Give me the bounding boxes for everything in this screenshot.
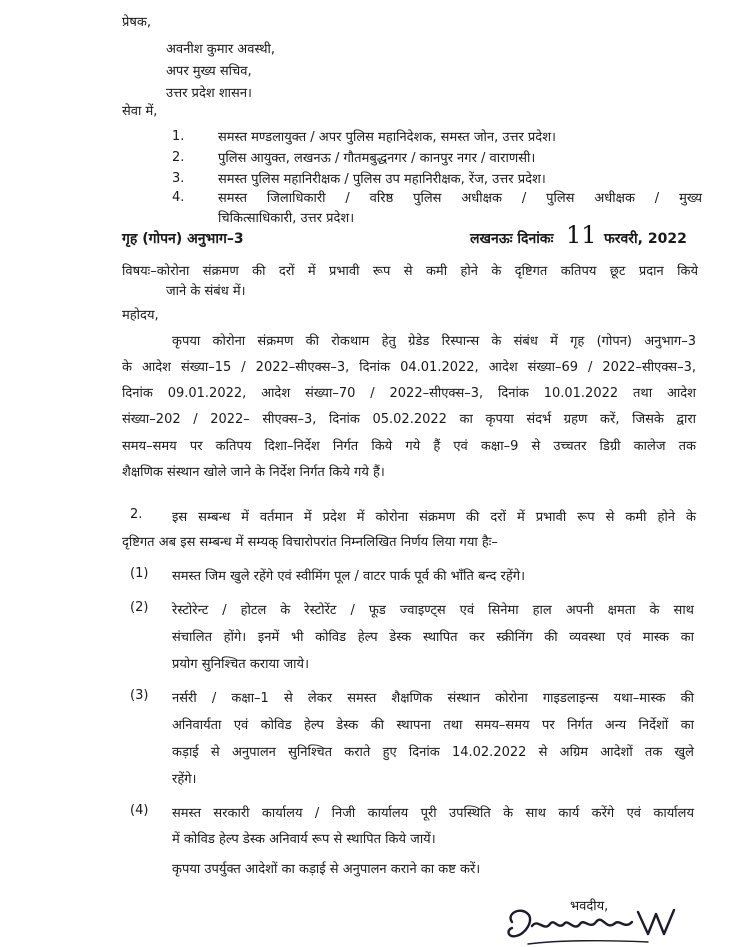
closing-request: कृपया उपर्युक्त आदेशों का कड़ाई से अनुपालन कराने का कष्ट करें। (172, 862, 481, 877)
paragraph-number: 2. (130, 507, 143, 522)
decision-line: रेस्टोरेन्ट / होटल के रेस्टोरेंट / फूड ज्वाइण्ट्स एवं सिनेमा हाल अपनी क्षमता के साथ (172, 603, 694, 618)
decision-line: नर्सरी / कक्षा–1 से लेकर समस्त शैक्षणिक संस्थान कोरोना गाइडलाइन्स यथा–मास्क की (172, 691, 694, 706)
sender-name: अवनीश कुमार अवस्थी, (166, 42, 276, 57)
decision-line: कड़ाई से अनुपालन सुनिश्चित कराते हुए दिनांक 14.02.2022 से अग्रिम आदेशों तक खुले (172, 745, 694, 760)
decision-number: (3) (130, 688, 149, 703)
handwritten-date-day: 11 (566, 221, 597, 249)
subject-line: विषयः–कोरोना संक्रमण की दरों में प्रभावी रूप से कमी होने के दृष्टिगत कतिपय छूट प्रदान किये (122, 264, 698, 279)
decision-number: (1) (130, 566, 149, 581)
salutation: महोदय, (122, 308, 159, 323)
recipient-item-continued: चिकित्साधिकारी, उत्तर प्रदेश। (218, 211, 355, 226)
signature (498, 900, 718, 947)
department-heading: गृह (गोपन) अनुभाग–3 (122, 231, 244, 247)
paragraph-line: दिनांक 09.01.2022, आदेश संख्या–70 / 2022–सीएक्स–3, दिनांक 10.01.2022 तथा आदेश (122, 386, 696, 401)
recipient-item: पुलिस आयुक्त, लखनऊ / गौतमबुद्धनगर / कानपुर नगर / वाराणसी। (218, 151, 536, 166)
date-label: लखनऊः दिनांकः (470, 231, 554, 247)
date-month-year: फरवरी, 2022 (604, 231, 687, 247)
recipient-item: समस्त मण्डलायुक्त / अपर पुलिस महानिदेशक, समस्त जोन, उत्तर प्रदेश। (218, 130, 556, 145)
recipient-number: 4. (172, 190, 185, 205)
recipient-number: 3. (172, 171, 185, 186)
recipients-label: सेवा में, (122, 104, 158, 119)
paragraph-line: संख्या–202 / 2022– सीएक्स–3, दिनांक 05.02.2022 का कृपया संदर्भ ग्रहण करें, जिसके द्वारा (122, 412, 696, 427)
recipient-number: 1. (172, 129, 185, 144)
paragraph-line: के आदेश संख्या–15 / 2022–सीएक्स–3, दिनांक 04.01.2022, आदेश संख्या–69 / 2022–सीएक्स–3, (122, 360, 696, 375)
decision-line: समस्त जिम खुले रहेंगे एवं स्वीमिंग पूल / वाटर पार्क पूर्व की भाँति बन्द रहेंगे। (172, 569, 526, 584)
decision-line: अनिवार्यता एवं कोविड हेल्प डेस्क की स्थापना तथा समय–समय पर निर्गत अन्य निर्देशों का (172, 718, 694, 733)
recipient-item: समस्त जिलाधिकारी / वरिष्ठ पुलिस अधीक्षक / पुलिस अधीक्षक / मुख्य (218, 191, 702, 206)
sender-label: प्रेषक, (122, 15, 152, 30)
paragraph-line: शैक्षणिक संस्थान खोले जाने के निर्देश निर्गत किये गये हैं। (122, 465, 385, 480)
decision-number: (4) (130, 803, 149, 818)
paragraph-line: इस सम्बन्ध में वर्तमान में प्रदेश में कोरोना संक्रमण की दरों में प्रभावी रूप से कमी होने के (172, 510, 696, 525)
recipient-number: 2. (172, 150, 185, 165)
decision-line: में कोविड हेल्प डेस्क अनिवार्य रूप से स्थापित किये जायें। (172, 832, 436, 847)
paragraph-line: कृपया कोरोना संक्रमण की रोकथाम हेतु ग्रेडेड रिस्पान्स के संबंध में गृह (गोपन) अनुभाग–3 (172, 334, 696, 349)
recipient-item: समस्त पुलिस महानिरीक्षक / पुलिस उप महानिरीक्षक, रेंज, उत्तर प्रदेश। (218, 172, 546, 187)
paragraph-line: दृष्टिगत अब इस सम्बन्ध में सम्यक् विचारोपरांत निम्नलिखित निर्णय लिया गया हैः– (122, 535, 498, 550)
decision-number: (2) (130, 600, 149, 615)
decision-line: समस्त सरकारी कार्यालय / निजी कार्यालय पूरी उपस्थिति के साथ कार्य करेंगे एवं कार्यालय (172, 806, 694, 821)
sender-designation: अपर मुख्य सचिव, (166, 64, 252, 79)
sign-off: भवदीय, (570, 899, 609, 914)
sender-office: उत्तर प्रदेश शासन। (166, 86, 252, 101)
paragraph-line: समय–समय पर कतिपय दिशा–निर्देश निर्गत किये गये हैं एवं कक्षा–9 से उच्चतर डिग्री कालेज तक (122, 439, 696, 454)
subject-line-continued: जाने के संबंध में। (166, 284, 246, 299)
decision-line: संचालित होंगे। इनमें भी कोविड हेल्प डेस्क स्थापित कर स्क्रीनिंग की व्यवस्था एवं मास्क का (172, 630, 694, 645)
decision-line: रहेंगे। (172, 772, 197, 787)
decision-line: प्रयोग सुनिश्चित कराया जाये। (172, 657, 310, 672)
